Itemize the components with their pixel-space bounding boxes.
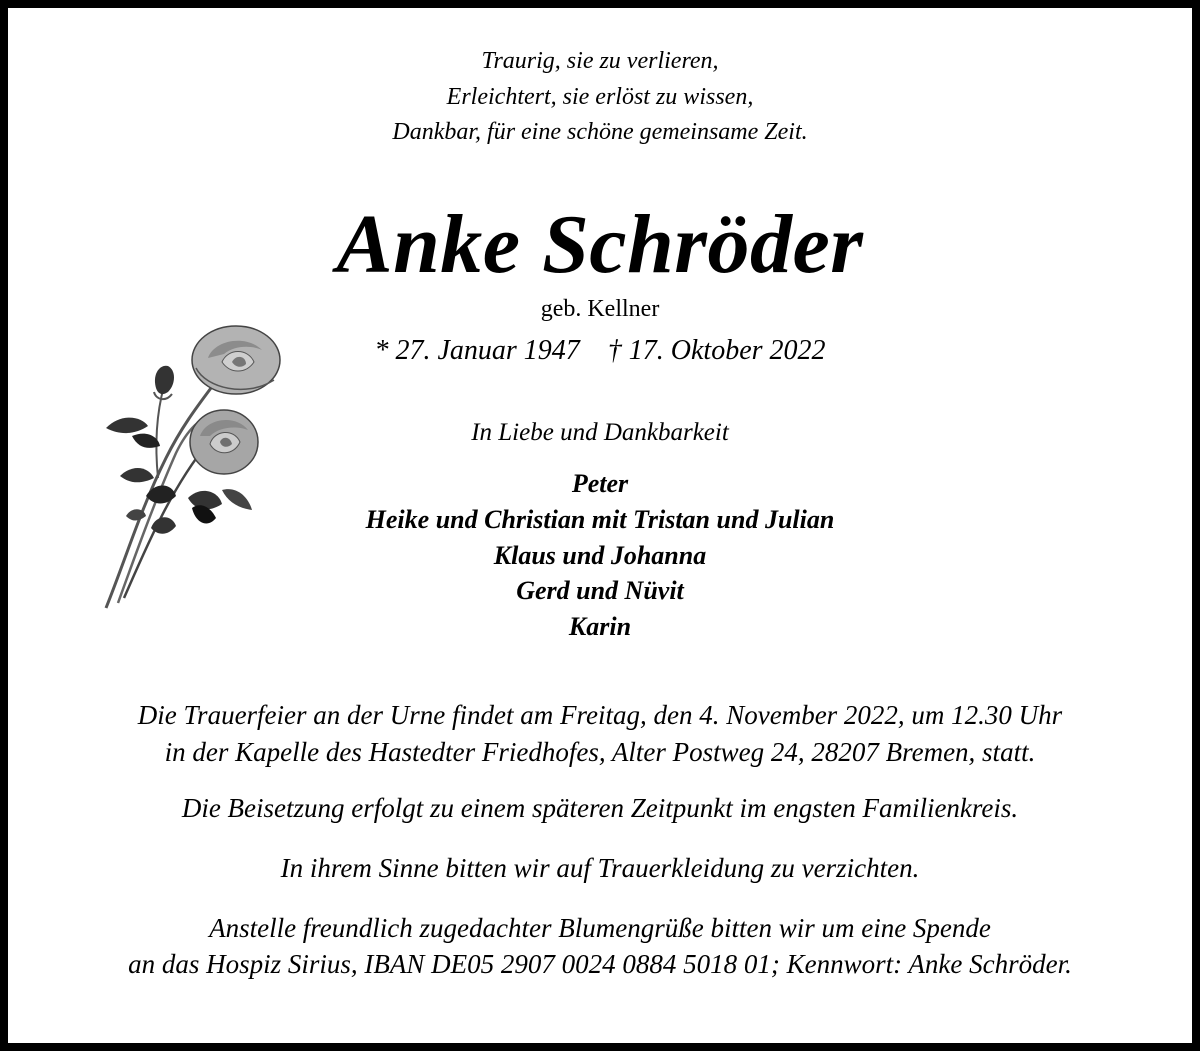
maiden-name: geb. Kellner — [540, 296, 660, 322]
motto-line-1: Traurig, sie zu verlieren, — [481, 48, 719, 74]
mourner-5: Karin — [568, 612, 632, 641]
donation-line-2: an das Hospiz Sirius, IBAN DE05 2907 0024 0884 5018 01; Kennwort: Anke Schröder. — [128, 949, 1072, 979]
mourner-1: Peter — [571, 469, 629, 498]
birth-date: * 27. Januar 1947 — [374, 335, 580, 366]
dedication: In Liebe und Dankbarkeit — [471, 419, 729, 446]
ceremony-line-1: Die Trauerfeier an der Urne findet am Freitag, den 4. November 2022, um 12.30 Uhr — [137, 700, 1063, 730]
deceased-name: Anke Schröder — [336, 198, 864, 291]
motto-line-3: Dankbar, für eine schöne gemeinsame Zeit. — [392, 119, 808, 145]
mourner-3: Klaus und Johanna — [493, 541, 707, 570]
rose-illustration-icon — [96, 318, 286, 618]
mourner-4: Gerd und Nüvit — [516, 576, 684, 605]
donation-line-1: Anstelle freundlich zugedachter Blumengrüße bitten wir um eine Spende — [209, 913, 991, 943]
burial-notice: Die Beisetzung erfolgt zu einem späteren Zeitpunkt im engsten Familienkreis. — [181, 793, 1019, 823]
motto-line-2: Erleichtert, sie erlöst zu wissen, — [446, 84, 754, 110]
ceremony-line-2: in der Kapelle des Hastedter Friedhofes, Alter Postweg 24, 28207 Bremen, statt. — [164, 737, 1036, 767]
death-date: † 17. Oktober 2022 — [607, 335, 826, 366]
mourner-2: Heike und Christian mit Tristan und Julian — [365, 505, 835, 534]
attire-notice: In ihrem Sinne bitten wir auf Trauerkleidung zu verzichten. — [280, 853, 920, 883]
